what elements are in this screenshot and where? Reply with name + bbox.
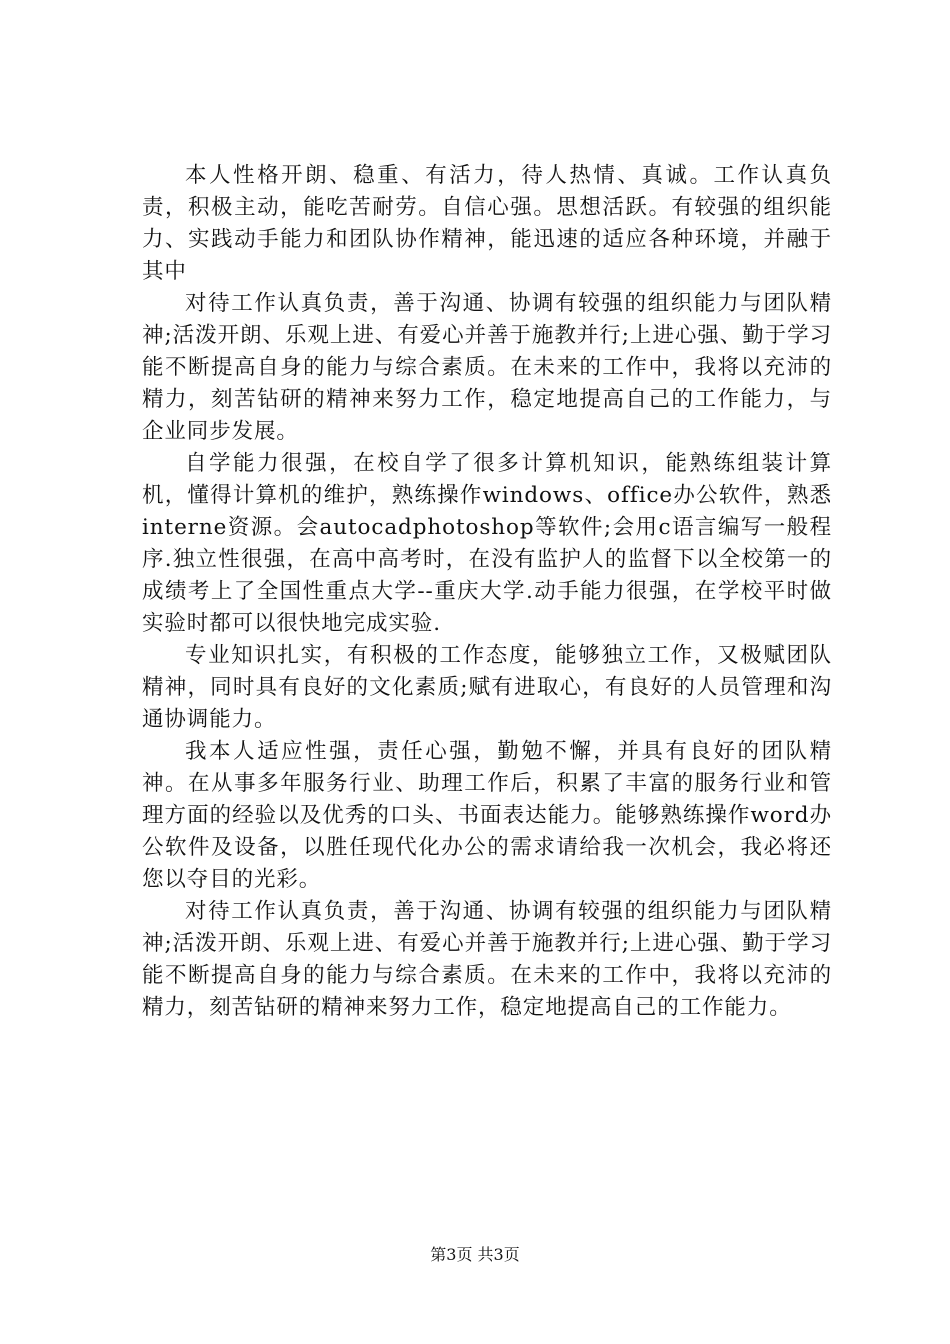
paragraph-work-attitude-repeat: 对待工作认真负责，善于沟通、协调有较强的组织能力与团队精神;活泼开朗、乐观上进、有爱心并善于施教并行;上进心强、勤于学习能不断提高自身的能力与综合素质。在未来的工作中，我将以充沛的精力，刻苦钻研的精神来努力工作，稳定地提高自己的工作能力。 — [142, 899, 832, 1020]
page-footer: 第3页 共3页 — [430, 1245, 520, 1264]
paragraph-self-learning: 自学能力很强，在校自学了很多计算机知识，能熟练组装计算机，懂得计算机的维护，熟练操作windows、office办公软件，熟悉interne资源。会autocadphotoshop等软件;会用c语言编写一般程序.独立性很强，在高中高考时，在没有监护人的监督下以全校第一的成绩考上了全国性重点大学--重庆大学.动手能力很强，在学校平时做实验时都可以很快地完成实验. — [142, 451, 832, 636]
document-body — [142, 160, 832, 1024]
paragraph-work-attitude: 对待工作认真负责，善于沟通、协调有较强的组织能力与团队精神;活泼开朗、乐观上进、有爱心并善于施教并行;上进心强、勤于学习能不断提高自身的能力与综合素质。在未来的工作中，我将以充沛的精力，刻苦钻研的精神来努力工作，稳定地提高自己的工作能力，与企业同步发展。 — [142, 291, 832, 444]
paragraph-professional-knowledge: 专业知识扎实，有积极的工作态度，能够独立工作，又极赋团队精神，同时具有良好的文化素质;赋有进取心，有良好的人员管理和沟通协调能力。 — [142, 643, 832, 732]
paragraph-personality: 本人性格开朗、稳重、有活力，待人热情、真诚。工作认真负责，积极主动，能吃苦耐劳。自信心强。思想活跃。有较强的组织能力、实践动手能力和团队协作精神，能迅速的适应各种环境，并融于其中 — [142, 163, 832, 284]
paragraph-adaptability: 我本人适应性强，责任心强，勤勉不懈，并具有良好的团队精神。在从事多年服务行业、助理工作后，积累了丰富的服务行业和管理方面的经验以及优秀的口头、书面表达能力。能够熟练操作word办公软件及设备，以胜任现代化办公的需求请给我一次机会，我必将还您以夺目的光彩。 — [142, 739, 832, 892]
